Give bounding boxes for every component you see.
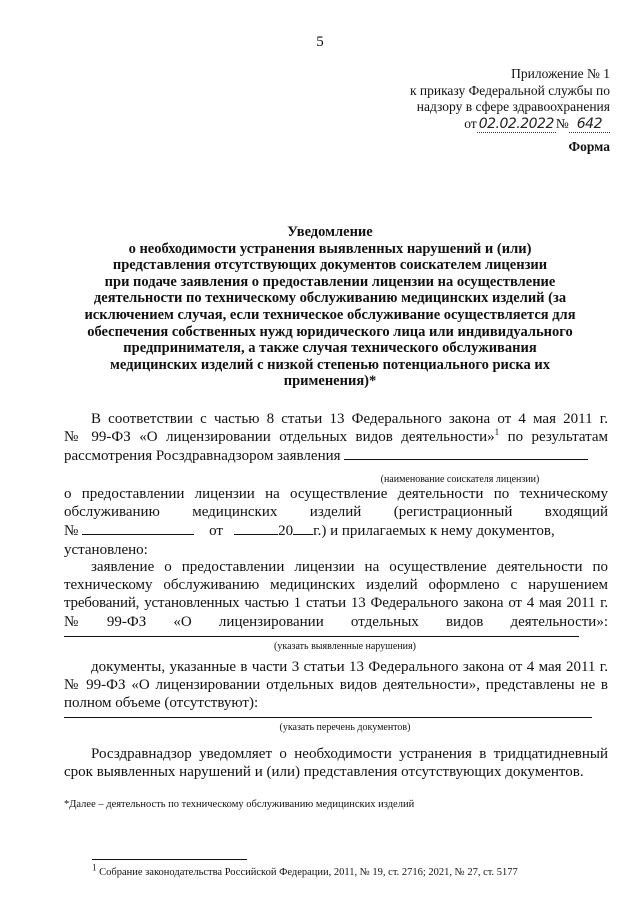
handwritten-number: 642	[569, 116, 610, 133]
footnote-ref: 1	[494, 427, 500, 438]
p3-line-3: полном объеме (отсутствуют):	[64, 695, 259, 712]
p1-line-5: обслуживанию медицинских изделий (регистрационный входящий	[64, 504, 608, 521]
title-line-6: обеспечения собственных нужд юридического лица или индивидуального	[87, 323, 573, 340]
paragraph-1-cont	[64, 485, 608, 559]
title-heading: Уведомление	[287, 224, 373, 240]
documents-caption: (указать перечень документов)	[279, 722, 411, 733]
title-line-8: медицинских изделий с низкой степенью потенциального риска их	[110, 356, 550, 373]
documents-blank-line[interactable]	[64, 717, 592, 718]
footnote-text: Собрание законодательства Российской Федерации, 2011, № 19, ст. 2716; 2021, № 27, ст. 5177	[96, 867, 518, 878]
paragraph-2	[64, 558, 608, 631]
form-label: Форма	[568, 139, 610, 154]
title-line-9: применения)*	[283, 373, 377, 390]
applicant-name-blank[interactable]	[344, 446, 588, 460]
handwritten-date: 02.02.2022	[478, 115, 554, 132]
p1-line-1: В соответствии с частью 8 статьи 13 Федерального закона от 4 мая 2011 г.	[91, 411, 608, 427]
p1-line-2: № 99-ФЗ «О лицензировании отдельных видов деятельности»$^1$ по результатам	[64, 427, 608, 446]
title-line-5: исключением случая, если техническое обслуживание осуществляется для	[84, 306, 576, 323]
paragraph-4	[64, 745, 608, 781]
document-title	[60, 224, 600, 390]
violations-blank-line[interactable]	[64, 636, 579, 637]
reg-date-blank[interactable]	[234, 521, 278, 535]
p4-line-2: срок выявленных нарушений и (или) представления отсутствующих документов.	[64, 764, 584, 781]
reg-year-blank[interactable]	[293, 521, 313, 535]
from-label: от	[464, 115, 477, 131]
paragraph-1	[64, 410, 608, 466]
p3-line-2: № 99-ФЗ «О лицензировании отдельных видов деятельности», представлены не в	[64, 677, 608, 694]
title-line-2: представления отсутствующих документов соискателем лицензии	[112, 257, 548, 274]
applicant-name-caption: (наименование соискателя лицензии)	[380, 474, 540, 485]
p2-line-1: заявление о предоставлении лицензии на осуществление деятельности по	[91, 559, 608, 575]
p2-line-2: техническому обслуживанию медицинских изделий оформлено с нарушением	[64, 577, 608, 594]
p1-line-7: установлено:	[64, 541, 148, 558]
p1-line-6: № от 20 г.) и прилагаемых к нему документов,	[64, 523, 555, 540]
reg-number-blank[interactable]	[82, 521, 194, 535]
p2-line-4: № 99-ФЗ «О лицензировании отдельных видов деятельности»:	[64, 613, 608, 630]
asterisk-note: *Далее – деятельность по техническому обслуживанию медицинских изделий	[64, 799, 415, 810]
violations-caption: (указать выявленные нарушения)	[274, 641, 416, 652]
title-line-7: предпринимателя, а также случая технического обслуживания	[123, 340, 537, 357]
title-line-1: о необходимости устранения выявленных нарушений и (или)	[128, 240, 532, 257]
title-line-4: деятельности по техническому обслуживанию медицинских изделий (за	[93, 290, 567, 307]
paragraph-3	[64, 658, 608, 713]
p4-line-1: Росздравнадзор уведомляет о необходимости устранения в тридцатидневный	[91, 746, 608, 762]
appendix-line-1: Приложение № 1	[511, 66, 610, 81]
p3-line-1: документы, указанные в части 3 статьи 13 Федерального закона от 4 мая 2011 г.	[91, 659, 608, 675]
appendix-block	[370, 66, 610, 132]
p1-line-3: рассмотрения Росздравнадзором заявления	[64, 446, 608, 465]
appendix-line-3: надзору в сфере здравоохранения	[416, 99, 610, 114]
page-number: 5	[316, 34, 324, 50]
appendix-date-line	[370, 116, 610, 133]
p2-line-3: требований, установленных частью 1 статьи 13 Федерального закона от 4 мая 2011 г.	[64, 595, 608, 612]
title-line-3: при подаче заявления о предоставлении лицензии на осуществление	[104, 273, 556, 290]
footnote	[92, 862, 518, 878]
footnote-mark: 1	[92, 862, 97, 873]
number-label: №	[555, 115, 569, 131]
p1-line-4: о предоставлении лицензии на осуществление деятельности по техническому	[64, 486, 608, 502]
footnote-separator	[92, 859, 247, 860]
appendix-line-2: к приказу Федеральной службы по	[409, 82, 610, 98]
